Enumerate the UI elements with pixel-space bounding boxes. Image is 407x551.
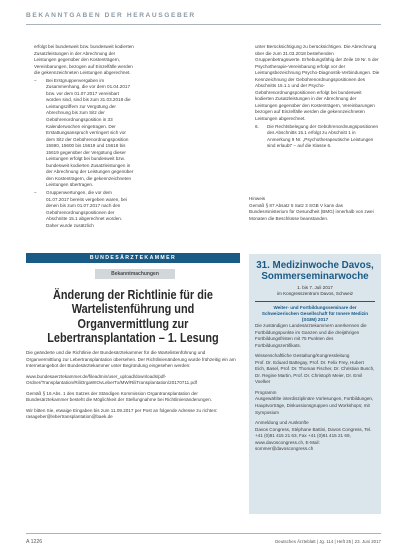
- header-divider: [26, 24, 381, 25]
- event-registration-heading: Anmeldung und Auskünfte: [255, 420, 309, 426]
- event-divider: [255, 301, 375, 302]
- event-lead-heading: Wissenschaftliche Gestaltung/Kongressleitung: [255, 353, 350, 359]
- journal-info: Deutsches Ärzteblatt | Jg. 114 | Heft 25 | 23. Juni 2017: [275, 539, 381, 544]
- article-para-2: Gemäß § 16 Abs. 1 des Satzes der Ständigen Kommission Organtransplantation der Bundesärztekammer besteht die Möglichkeit der Stellungnahme bei Richtlinienänderungen.: [26, 390, 212, 403]
- event-program-text: Ausgewählte interdisziplinäre Vorlesungen, Fortbildungen, Hauptvorträge, Diskussionsgruppen und Workshops; mit Symposium: [255, 396, 374, 415]
- section-header: BEKANNTGABEN DER HERAUSGEBER: [26, 12, 196, 19]
- category-label: Bekanntmachungen: [95, 269, 175, 279]
- dash-mark: –: [34, 77, 37, 83]
- event-venue: im Kongresszentrum Davos, Schweiz: [276, 291, 354, 297]
- article-para-3: Wir bitten Sie, etwaige Eingaben bis zum 11.09.2017 per Post an folgende Adresse zu richten: rasageber@lebertransplantation@baek.de: [26, 407, 218, 420]
- note-heading: Hinweis: [249, 196, 266, 201]
- column-left: [34, 44, 134, 229]
- article-para-1: Die geänderte und die Richtlinie der Bundesärztekammer für die Wartelistenführung und Organvermittlung zur Lebertransplantation übersehen. Der Richtlinienänderung wurde frühzeitig ein am Internetangebot der Bundesärztekammer unter Begründung eingesehen werden:: [26, 350, 236, 369]
- page-number: A 1226: [26, 539, 43, 545]
- col2-item-6-text: Die Rechtsbelegung der Gebührenordnungspositionen des Abschnitts 15.1 erfolgt zu Abschnitt 1 in Anmerkung 9 Nr. „Psychotherapeutische Leistungen sind erlaubt“ – auf die Klasse 6.: [267, 123, 379, 149]
- event-intro: Die zuständigen Landesärztekammern anerkennen die Fortbildungspunkte im Ganzen und die dreijährigen Fortbildungsfristen mit 75 Punkten des Fortbildungszertifikats.: [255, 323, 367, 348]
- item-number: 6.: [255, 123, 259, 129]
- col1-bullet-1: [34, 78, 134, 189]
- col1-bullet-2: [34, 190, 134, 229]
- article-headline: Änderung der Richtlinie für die Wartelistenführung und Organvermittlung zur Lebertransplantation – 1. Lesung: [47, 287, 219, 346]
- col1-intro: erfolgt bei bundesweit bzw. bundesweit kodierten Zusatzleistungen in der Abrechnung der Leistungen gegenüber den Kostenträgern, Vereinbarungen, bezogen auf Einzelfälle werden die gekennzeichneten Leistungen abgerechnet.: [34, 44, 134, 76]
- article-link[interactable]: www.bundesaerztekammer.de/fileadmin/user_upload/downloads/pdf-Ordner/Transplantation/RiliOrgaWIOvLeberTx/MW/RiliTransplantation/20170711.pdf: [26, 373, 197, 386]
- col2-item-6: [255, 124, 380, 150]
- event-lead-text: Prof. Dr. Eduard Battegay, Prof. Dr. Felix Frey, Hubert Eich, Basel, Prof. Dr. Thomas Fischer, Dr. Christian Busch, Dr. Regine Martin, Prof. Dr. Christoph Meier, Dr. Emil Voelker: [255, 359, 375, 385]
- event-organizer: Weiter- und Fortbildungsseminare der Schweizerischen Gesellschaft für Innere Medizin (SGIM) 2017: [261, 305, 369, 323]
- col1-bullet-2-text: Gruppenwertungen, die vor dem 01.07.2017 bereits vergeben waren, bei denen bis zum 01.07.2017 nach den Gebührenordnungspositionen der Abschnitte 15.1 abgerechnet worden. Daher wurde zusätzlich: [46, 190, 127, 228]
- event-dates: 1. bis 7. Juli 2017: [297, 285, 333, 290]
- col2-intro: unter Berücksichtigung zu berücksichtigen. Die Abrechnung über die zum 31.03.2018 bestehenden Gruppenbetragswerte. Erhebungsfähig der Zeile 19 Nr. 5 der Psychotherapie-Vereinbarung erfolgt vor der Leistungsbezeichnung Psycho-Diagnostik-Verbindungen. Die Kennzeichnung der Gebührenordnungspositionen des Abschnitts 15.1.1 und der Psycho-Gebührenordnungspositionen erfolgt bei bundesweit kodierten Zusatzleistungen in der Abrechnung der Leistungen gegenüber den Kostenträgern, Vereinbarungen bezogen auf Einzelfälle werden die gekennzeichneten Leistungen abgerechnet.: [255, 44, 380, 122]
- col1-bullet-1-text: Bei Erstgruppenvergaben im Zusammenhang, die vor dem 01.04.2017 bzw. vor dem 01.07.2017 vereinbart worden sind, sind bis zum 31.03.2018 die Leistungsziffern zur Vergütung der Abrechnung bis zum Sitz der Gebührenordnungsposition in 33 Kalenderwochen eingetragen. Der Erstattungsanspruch verringert sich vor dem Sitz der Gebührenordnungsposition 15590, 15600 bis 15619 und 15618 bis 15619 gegenüber der Vergütung dieser Leistungen erfolgt bei bundesweit bzw. bundesweit kodierten Zusatzleistungen in der Abrechnung der Leistungen gegenüber den Kostenträgern, die gekennzeichneten Leistungen übertragen.: [46, 77, 134, 188]
- note-text: Gemäß § 87 Absatz 5 Satz 3 SGB V kann das Bundesministerium für Gesundheit (BMG) innerhalb von zwei Monaten die Beschlüsse beanstanden.: [249, 202, 374, 221]
- org-banner: BUNDESÄRZTEKAMMER: [26, 253, 240, 263]
- event-body: [255, 323, 375, 453]
- footer-divider: [26, 533, 381, 534]
- event-program-heading: Programm: [255, 389, 277, 395]
- event-dates-venue: [249, 285, 381, 298]
- article-body: [26, 350, 240, 421]
- note-block: [249, 196, 381, 222]
- column-right: [255, 44, 380, 150]
- dash-mark: –: [34, 190, 37, 196]
- event-registration-text: Davos Congress, Stéphane Battini, Davos Congress, Tel. +41 (0)81 415 21 63, Fax +41 (0)81 415 21 69, www.davoscongress.ch, E-Mail: sommer@davoscongress.ch: [255, 426, 372, 452]
- event-title: 31. Medizinwoche Davos, Sommerseminarwoche: [256, 260, 374, 282]
